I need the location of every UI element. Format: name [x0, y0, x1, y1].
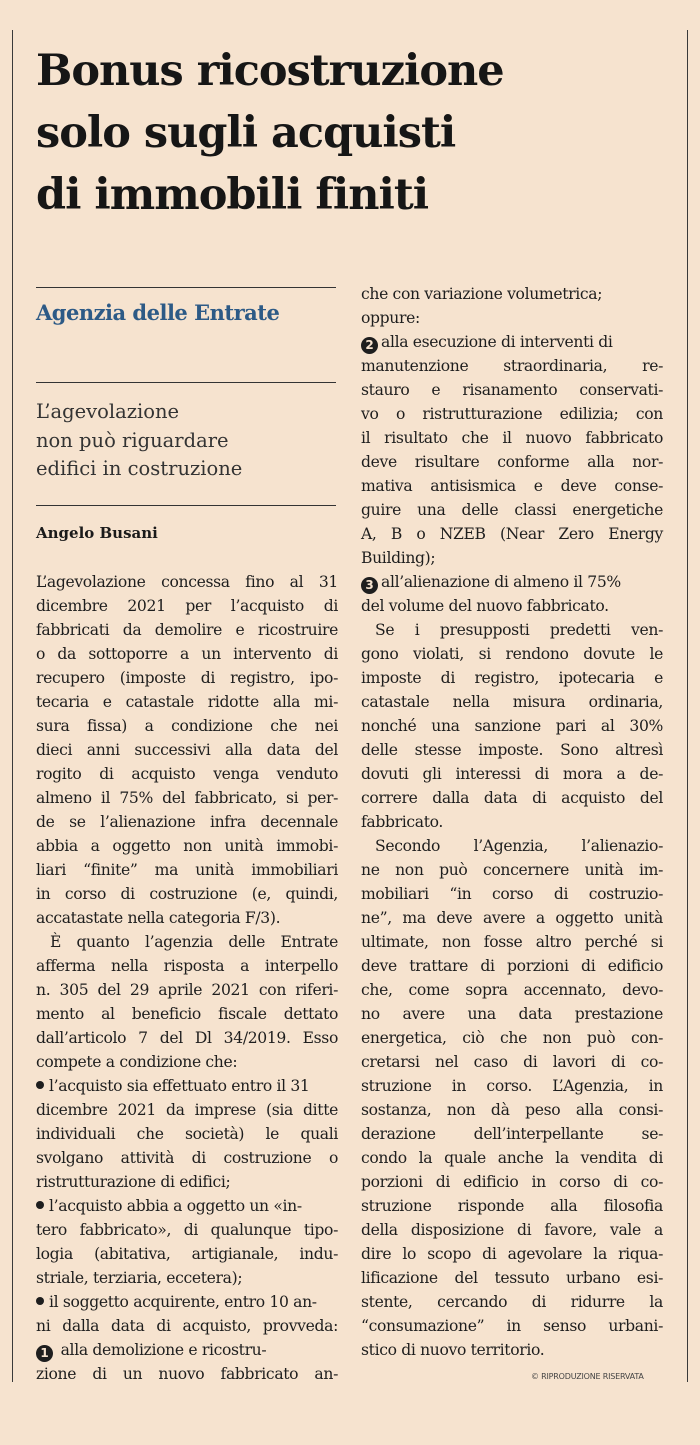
text-line: individuali che società) le quali	[36, 1125, 338, 1143]
numbered-text: alla demolizione e ricostru-	[60, 1341, 267, 1359]
bullet-text: il soggetto acquirente, entro 10 an-	[49, 1293, 317, 1311]
text-line: mento al beneficio fiscale dettato	[36, 1005, 338, 1023]
text-line: imposte di registro, ipotecaria e	[361, 669, 663, 687]
text-line: derazione dell’interpellante se-	[361, 1125, 663, 1143]
text-line: struzione in corso. L’Agenzia, in	[361, 1077, 663, 1095]
text-line: fabbricato.	[361, 813, 443, 831]
text-line: “consumazione” in senso urbani-	[361, 1317, 663, 1335]
text-line: tero fabbricato», di qualunque tipo-	[36, 1221, 338, 1239]
headline	[36, 40, 656, 226]
numbered-text: alla esecuzione di interventi di	[381, 333, 613, 351]
subtitle	[36, 398, 336, 484]
text-line: liari “finite” ma unità immobiliari	[36, 861, 338, 879]
text-line: guire una delle classi energetiche	[361, 501, 663, 519]
text-line: deve trattare di porzioni di edificio	[361, 957, 663, 975]
text-line: manutenzione straordinaria, re-	[361, 357, 663, 375]
bullet-icon	[36, 1201, 44, 1209]
text-line: almeno il 75% del fabbricato, si per-	[36, 789, 338, 807]
text-line: vo o ristrutturazione edilizia; con	[361, 405, 663, 423]
bullet-icon	[36, 1297, 44, 1305]
text-line: rogito di acquisto venga venduto	[36, 765, 338, 783]
text-line: il risultato che il nuovo fabbricato	[361, 429, 663, 447]
text-line: gono violati, si rendono dovute le	[361, 645, 663, 663]
headline-line: solo sugli acquisti	[36, 108, 456, 158]
text-line: nonché una sanzione pari al 30%	[361, 717, 663, 735]
text-line: che, come sopra accennato, devo-	[361, 981, 663, 999]
text-line: mobiliari “in corso di costruzio-	[361, 885, 663, 903]
text-line: del volume del nuovo fabbricato.	[361, 597, 609, 615]
bullet-icon	[36, 1081, 44, 1089]
text-line: dieci anni successivi alla data del	[36, 741, 338, 759]
headline-line: Bonus ricostruzione	[36, 46, 504, 96]
text-line: cretarsi nel caso di lavori di co-	[361, 1053, 663, 1071]
text-line: mativa antisismica e deve conse-	[361, 477, 663, 495]
author-byline: Angelo Busani	[36, 524, 158, 542]
text-line: È quanto l’agenzia delle Entrate	[50, 933, 338, 951]
text-line: che con variazione volumetrica;	[361, 285, 603, 303]
text-line: dall’articolo 7 del Dl 34/2019. Esso	[36, 1029, 338, 1047]
text-line: porzioni di edificio in corso di co-	[361, 1173, 663, 1191]
text-line: de se l’alienazione infra decennale	[36, 813, 338, 831]
text-line: stente, cercando di ridurre la	[361, 1293, 663, 1311]
subtitle-line: edifici in costruzione	[36, 457, 243, 480]
left-column-rule	[12, 30, 13, 1382]
text-line: logia (abitativa, artigianale, indu-	[36, 1245, 338, 1263]
text-line: striale, terziaria, eccetera);	[36, 1269, 243, 1287]
subtitle-line: L’agevolazione	[36, 400, 180, 423]
text-line: ne”, ma deve avere a oggetto unità	[361, 909, 663, 927]
numbered-line	[361, 570, 663, 594]
numbered-line	[36, 1338, 338, 1362]
bullet-line	[36, 1290, 338, 1314]
text-line: struzione risponde alla filosofia	[361, 1197, 663, 1215]
text-line: dovuti gli interessi di mora a de-	[361, 765, 663, 783]
article-column-2	[361, 282, 663, 1362]
text-line: zione di un nuovo fabbricato an-	[36, 1365, 338, 1383]
number-three-icon: 3	[361, 577, 378, 594]
text-line: della disposizione di favore, vale a	[361, 1221, 663, 1239]
text-line: in corso di costruzione (e, quindi,	[36, 885, 338, 903]
text-line: sura fissa) a condizione che nei	[36, 717, 338, 735]
text-line: A, B o NZEB (Near Zero Energy	[361, 525, 663, 543]
article-column-1	[36, 570, 338, 1386]
text-line: ultimate, non fosse altro perché si	[361, 933, 663, 951]
text-line: oppure:	[361, 309, 420, 327]
numbered-line	[361, 330, 663, 354]
text-line: svolgano attività di costruzione o	[36, 1149, 338, 1167]
bullet-text: l’acquisto abbia a oggetto un «in-	[49, 1197, 302, 1215]
text-line: sostanza, non dà peso alla consi-	[361, 1101, 663, 1119]
text-line: Building);	[361, 549, 436, 567]
text-line: dicembre 2021 da imprese (sia ditte	[36, 1101, 338, 1119]
text-line: catastale nella misura ordinaria,	[361, 693, 663, 711]
bullet-line	[36, 1074, 338, 1098]
text-line: n. 305 del 29 aprile 2021 con riferi-	[36, 981, 338, 999]
right-column-rule	[687, 30, 688, 1382]
text-line: stico di nuovo territorio.	[361, 1341, 545, 1359]
kicker-top-rule	[36, 287, 336, 288]
text-line: lificazione del tessuto urbano esi-	[361, 1269, 663, 1287]
text-line: delle stesse imposte. Sono altresì	[361, 741, 663, 759]
text-line: accatastate nella categoria F/3).	[36, 909, 281, 927]
text-line: compete a condizione che:	[36, 1053, 238, 1071]
text-line: Secondo l’Agenzia, l’alienazio-	[375, 837, 663, 855]
subtitle-top-rule	[36, 382, 336, 383]
bullet-text: l’acquisto sia effettuato entro il 31	[49, 1077, 310, 1095]
text-line: ni dalla data di acquisto, provveda:	[36, 1317, 338, 1335]
text-line: deve risultare conforme alla nor-	[361, 453, 663, 471]
number-two-icon: 2	[361, 337, 378, 354]
text-line: o da sottoporre a un intervento di	[36, 645, 338, 663]
headline-line: di immobili finiti	[36, 170, 429, 220]
text-line: ne non può concernere unità im-	[361, 861, 663, 879]
section-kicker: Agenzia delle Entrate	[36, 300, 280, 325]
numbered-text: all’alienazione di almeno il 75%	[381, 573, 621, 591]
text-line: recupero (imposte di registro, ipo-	[36, 669, 338, 687]
number-one-icon: 1	[36, 1345, 53, 1362]
text-line: L’agevolazione concessa fino al 31	[36, 573, 338, 591]
text-line: afferma nella risposta a interpello	[36, 957, 338, 975]
subtitle-bottom-rule	[36, 505, 336, 506]
text-line: Se i presupposti predetti ven-	[375, 621, 663, 639]
text-line: abbia a oggetto non unità immobi-	[36, 837, 338, 855]
text-line: no avere una data prestazione	[361, 1005, 663, 1023]
text-line: condo la quale anche la vendita di	[361, 1149, 663, 1167]
subtitle-line: non può riguardare	[36, 428, 229, 452]
text-line: fabbricati da demolire e ricostruire	[36, 621, 338, 639]
text-line: stauro e risanamento conservati-	[361, 381, 663, 399]
bullet-line	[36, 1194, 338, 1218]
text-line: dire lo scopo di agevolare la riqua-	[361, 1245, 663, 1263]
text-line: ristrutturazione di edifici;	[36, 1173, 231, 1191]
text-line: tecaria e catastale ridotte alla mi-	[36, 693, 338, 711]
text-line: dicembre 2021 per l’acquisto di	[36, 597, 338, 615]
text-line: correre dalla data di acquisto del	[361, 789, 663, 807]
text-line: energetica, ciò che non può con-	[361, 1029, 663, 1047]
copyright-notice: © RIPRODUZIONE RISERVATA	[531, 1372, 644, 1381]
